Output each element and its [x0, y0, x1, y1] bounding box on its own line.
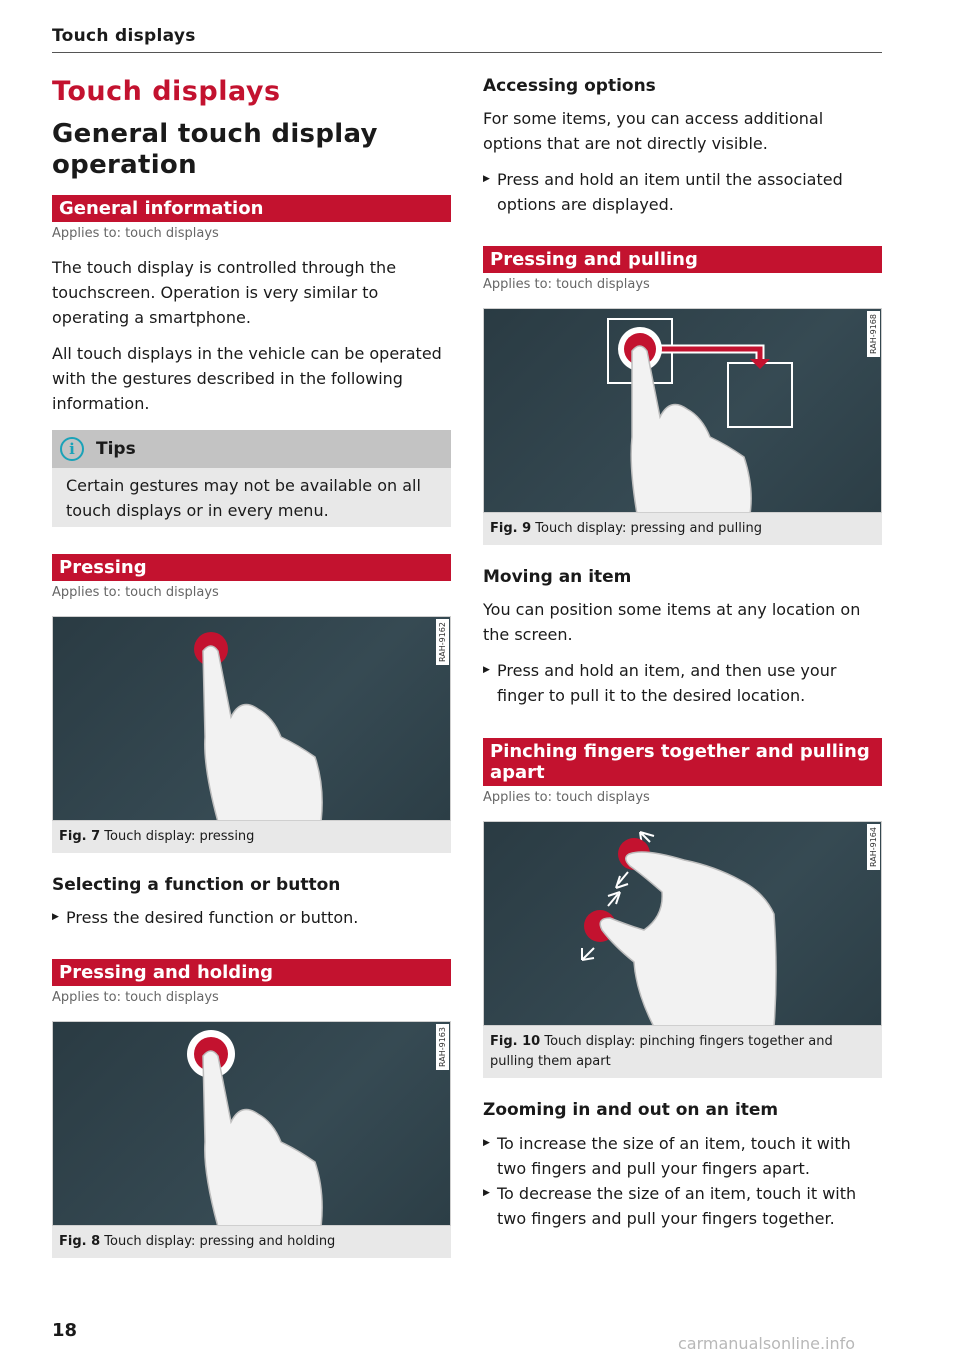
- fig-9-caption: [483, 513, 882, 545]
- fig-10-image: [483, 821, 882, 1026]
- general-para-1: The touch display is controlled through the touchscreen. Operation is very similar to operating a smartphone.: [52, 258, 397, 327]
- applies-to-pressing: Applies to: touch displays: [52, 585, 219, 600]
- figure-8: [52, 1021, 451, 1258]
- options-bullet: ▶ Press and hold an item until the associated options are displayed.: [483, 167, 882, 217]
- drag-illustration: [484, 309, 882, 513]
- fig-7-number: Fig. 7: [59, 829, 101, 844]
- hand-press-illustration: [53, 617, 451, 821]
- info-icon: i: [60, 437, 84, 461]
- pinch-illustration: [484, 822, 882, 1026]
- running-header: Touch displays: [52, 26, 882, 53]
- fig-8-number: Fig. 8: [59, 1234, 101, 1249]
- applies-to-pinching: Applies to: touch displays: [483, 790, 650, 805]
- target-box-icon: [728, 363, 792, 427]
- moving-para: You can position some items at any location on the screen.: [483, 600, 861, 644]
- fig-7-text: Touch display: pressing: [104, 829, 255, 844]
- fig-9-number: Fig. 9: [490, 521, 532, 536]
- figure-7: [52, 616, 451, 853]
- applies-to-holding: Applies to: touch displays: [52, 990, 219, 1005]
- hand-icon: [203, 1051, 322, 1226]
- fig-8-image: [52, 1021, 451, 1226]
- general-para-2: All touch displays in the vehicle can be operated with the gestures described in the following information.: [52, 344, 442, 413]
- general-information-heading: General information: [52, 195, 451, 222]
- selecting-bullet: ▶ Press the desired function or button.: [52, 905, 451, 930]
- pressing-heading: Pressing: [52, 554, 451, 581]
- selecting-heading: Selecting a function or button: [52, 875, 341, 895]
- page-number: 18: [52, 1320, 78, 1341]
- fig-10-number: Fig. 10: [490, 1034, 541, 1049]
- tips-header: [52, 430, 451, 468]
- fig-10-text: Touch display: pinching fingers together and pulling them apart: [490, 1034, 833, 1069]
- pinching-heading: Pinching fingers together and pulling apart: [483, 738, 882, 786]
- fig-10-caption: [483, 1026, 882, 1078]
- figure-10: [483, 821, 882, 1078]
- zooming-heading: Zooming in and out on an item: [483, 1100, 779, 1120]
- accessing-options-heading: Accessing options: [483, 76, 656, 96]
- watermark: carmanualsonline.info: [678, 1334, 856, 1353]
- applies-to-general: Applies to: touch displays: [52, 226, 219, 241]
- fig-8-text: Touch display: pressing and holding: [104, 1234, 336, 1249]
- tips-text: Certain gestures may not be available on all touch displays or in every menu.: [66, 476, 421, 520]
- zooming-bullet-2: ▶ To decrease the size of an item, touch it with two fingers and pull your fingers together.: [483, 1181, 882, 1231]
- fig-7-caption: [52, 821, 451, 853]
- zooming-bullet-1: ▶ To increase the size of an item, touch it with two fingers and pull your fingers apart.: [483, 1131, 882, 1181]
- hand-icon: [600, 852, 776, 1026]
- figure-9: [483, 308, 882, 545]
- fig-9-text: Touch display: pressing and pulling: [535, 521, 762, 536]
- right-column: [483, 76, 882, 1231]
- hand-icon: [203, 646, 322, 821]
- applies-to-pulling: Applies to: touch displays: [483, 277, 650, 292]
- pressing-pulling-heading: Pressing and pulling: [483, 246, 882, 273]
- fig-7-image: [52, 616, 451, 821]
- fig-10-code: RAH-9164: [867, 824, 880, 870]
- chapter-title: Touch displays: [52, 76, 281, 107]
- moving-bullet: ▶ Press and hold an item, and then use your finger to pull it to the desired location.: [483, 658, 882, 708]
- section-title: General touch display operation: [52, 119, 378, 180]
- hand-hold-illustration: [53, 1022, 451, 1226]
- fig-8-code: RAH-9163: [436, 1024, 449, 1070]
- left-column: [52, 70, 451, 1258]
- moving-item-heading: Moving an item: [483, 567, 632, 587]
- fig-8-caption: [52, 1226, 451, 1258]
- hand-icon: [631, 346, 751, 513]
- tips-label: Tips: [96, 439, 136, 459]
- tips-box: [52, 430, 451, 527]
- fig-9-code: RAH-9168: [867, 311, 880, 357]
- fig-7-code: RAH-9162: [436, 619, 449, 665]
- options-para: For some items, you can access additional options that are not directly visible.: [483, 109, 824, 153]
- fig-9-image: [483, 308, 882, 513]
- pressing-holding-heading: Pressing and holding: [52, 959, 451, 986]
